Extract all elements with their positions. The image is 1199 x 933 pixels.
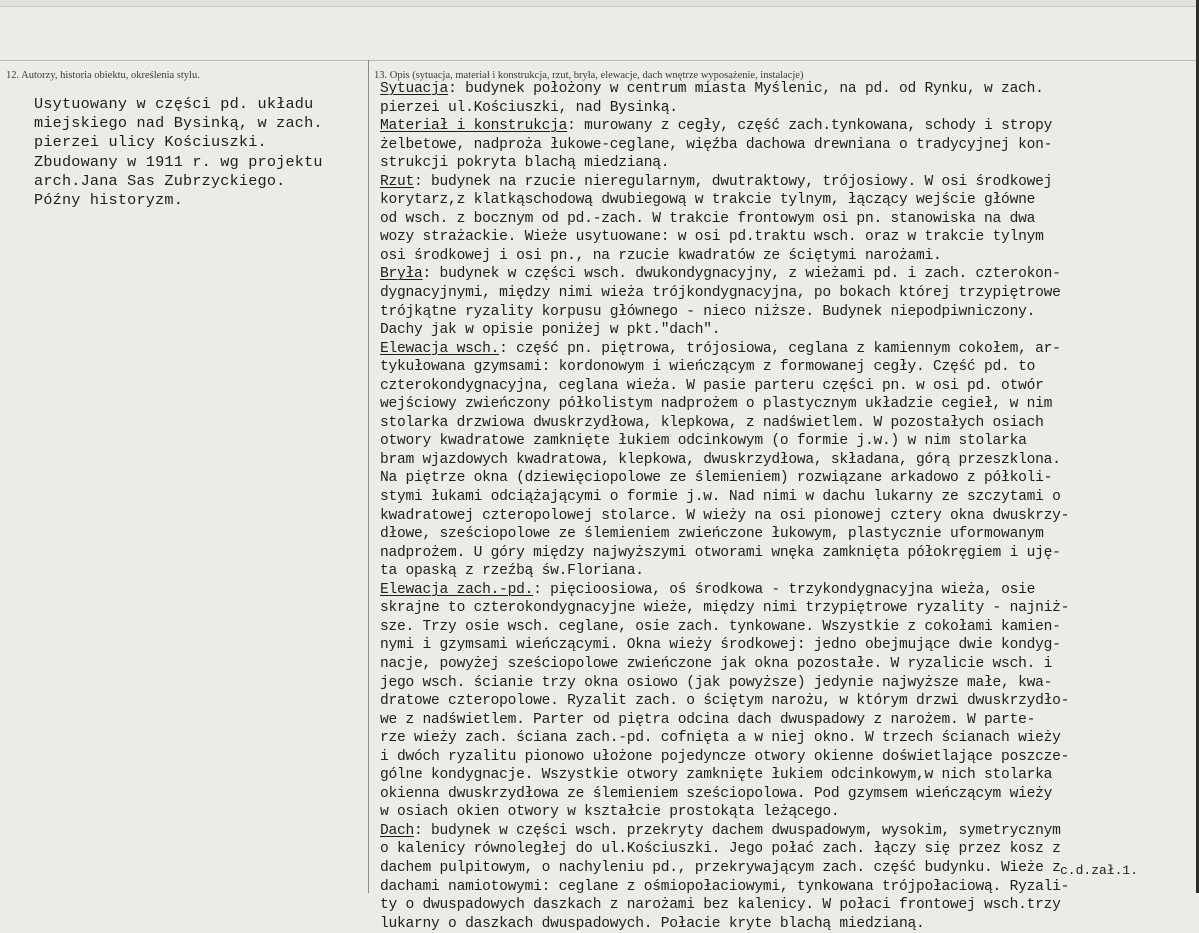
left-text-line: pierzei ulicy Kościuszki. — [34, 133, 267, 152]
description-line — [380, 451, 1195, 470]
authors-history-text — [34, 95, 364, 210]
description-text-run: dachem pulpitowym, o nachyleniu pd., przekrywającym zach. część budynku. Wieże z — [380, 859, 1061, 876]
description-line — [380, 173, 1195, 192]
description-text-run: jego wsch. ścianie trzy okna osiowo (jak powyższe) jedynie najwyższe małe, kwa- — [380, 674, 1053, 691]
description-text-run: dygnacyjnymi, między nimi wieża trójkondygnacyjna, po bokach której trzypiętrowe — [380, 285, 1061, 302]
description-line — [380, 729, 1195, 748]
description-text-run: i dwóch ryzalitu pionowo ułożone pojedyncze otwory okienne doświetlające poszcze- — [380, 748, 1070, 765]
description-text — [380, 80, 1195, 933]
description-text-run: czterokondygnacyjna, ceglana wieża. W pasie parteru części pn. w osi pd. otwór — [380, 377, 1044, 394]
description-text-run: kwadratowej czteropolowej stolarce. W wieży na osi pionowej cztery okna dwuskrzy- — [380, 507, 1070, 524]
description-line — [380, 191, 1195, 210]
description-line — [380, 395, 1195, 414]
section-heading: Rzut — [380, 173, 415, 190]
description-line — [380, 136, 1195, 155]
description-text-run: : budynek w części wsch. dwukondygnacyjny, z wieżami pd. i zach. czterokon- — [422, 266, 1061, 283]
description-line — [380, 785, 1195, 804]
description-text-run: od wsch. z bocznym od pd.-zach. W trakcie frontowym osi pn. stanowiska na dwa — [380, 210, 1036, 227]
description-line — [380, 581, 1195, 600]
description-line — [380, 896, 1195, 915]
description-line — [380, 303, 1195, 322]
description-line — [380, 507, 1195, 526]
description-line — [380, 377, 1195, 396]
description-line — [380, 284, 1195, 303]
description-text-run: pierzei ul.Kościuszki, nad Bysinką. — [380, 99, 678, 116]
left-text-line: Usytuowany w części pd. układu — [34, 95, 314, 113]
description-line — [380, 247, 1195, 266]
description-text-run: skrajne to czterokondygnacyjne wieże, między nimi trzypiętrowe ryzality - najniż- — [380, 600, 1070, 617]
description-text-run: strukcji pokryta blachą miedzianą. — [380, 155, 670, 172]
description-line — [380, 599, 1195, 618]
description-line — [380, 358, 1195, 377]
description-text-run: : budynek na rzucie nieregularnym, dwutraktowy, trójosiowy. W osi środkowej — [414, 173, 1053, 190]
left-text-line: Późny historyzm. — [34, 190, 184, 209]
description-text-run: we z nadświetlem. Parter od piętra odcina dach dwuspadowy z narożem. W parte- — [380, 711, 1036, 728]
left-text-line: arch.Jana Sas Zubrzyckiego. — [34, 171, 286, 190]
paper-top-edge — [0, 0, 1199, 7]
description-line — [380, 80, 1195, 99]
description-line — [380, 822, 1195, 841]
description-line — [380, 414, 1195, 433]
description-text-run: trójkątne ryzality korpusu głównego - nieco niższe. Budynek niepodpiwniczony. — [380, 303, 1036, 320]
description-line — [380, 265, 1195, 284]
description-line — [380, 99, 1195, 118]
description-text-run: rze wieży zach. ściana zach.-pd. cofnięta a w niej okno. W trzech ścianach wieży — [380, 730, 1061, 747]
description-text-run: gólne kondygnacje. Wszystkie otwory zamknięte łukiem odcinkowym,w nich stolarka — [380, 767, 1053, 784]
description-text-run: o kalenicy równoległej do ul.Kościuszki. Jego połać zach. łączy się przez kosz z — [380, 841, 1061, 858]
description-text-run: tykułowana gzymsami: kordonowym i wieńczącym z formowanej cegły. Część pd. to — [380, 359, 1036, 376]
section-heading: Sytuacja — [380, 81, 449, 97]
description-text-run: nadprożem. U góry między najwyższymi otworami wnęka zamknięta półokręgiem i uję- — [380, 544, 1061, 561]
description-text-run: : budynek w części wsch. przekryty dachem dwuspadowym, wysokim, symetrycznym — [414, 822, 1061, 839]
description-line — [380, 878, 1195, 897]
form-header-rule — [0, 60, 1199, 61]
column-divider — [368, 60, 369, 893]
description-text-run: nacje, powyżej sześciopolowe zwieńczone jak okna pozostałe. W ryzalicie wsch. i — [380, 655, 1053, 672]
description-line — [380, 692, 1195, 711]
description-line — [380, 711, 1195, 730]
description-text-run: ty o dwuspadowych daszkach z narożami bez kalenicy. W połaci frontowej wsch.trzy — [380, 897, 1061, 914]
description-text-run: wejściowy zwieńczony półkolistym nadprożem o plastycznym układzie cegieł, w nim — [380, 396, 1053, 413]
description-text-run: : murowany z cegły, część zach.tynkowana, schody i stropy — [567, 118, 1053, 135]
section-heading: Materiał i konstrukcja — [380, 118, 568, 135]
description-line — [380, 618, 1195, 637]
description-text-run: osi środkowej i osi pn., na rzucie kwadratów ze ściętymi narożami. — [380, 247, 942, 264]
description-line — [380, 636, 1195, 655]
description-text-run: : część pn. piętrowa, trójosiowa, ceglana z kamiennym cokołem, ar- — [499, 340, 1061, 357]
description-line — [380, 228, 1195, 247]
description-line — [380, 803, 1195, 822]
description-text-run: stymi łukami odciążającymi o formie j.w. Nad nimi w dachu lukarny ze szczytami o — [380, 489, 1061, 506]
section-heading: Elewacja wsch. — [380, 340, 500, 357]
description-text-run: stolarka drzwiowa dwuskrzydłowa, klepkowa, z nadświetlem. W pozostałych osiach — [380, 414, 1044, 431]
description-line — [380, 117, 1195, 136]
description-line — [380, 321, 1195, 340]
description-text-run: dachami namiotowymi: ceglane z ośmiopołaciowymi, tynkowana trójpołaciową. Ryzali- — [380, 878, 1070, 895]
description-line — [380, 544, 1195, 563]
continuation-note: c.d.zał.1. — [1060, 863, 1139, 878]
description-line — [380, 210, 1195, 229]
description-text-run: korytarz,z klatkąschodową dwubiegową w trakcie tylnym, łączący wejście główne — [380, 192, 1036, 209]
description-text-run: żelbetowe, nadproża łukowe-ceglane, więźba dachowa drewniana o tradycyjnej kon- — [380, 136, 1053, 153]
left-text-line: Zbudowany w 1911 r. wg projektu — [34, 152, 323, 171]
description-text-run: bram wjazdowych kwadratowa, klepkowa, dwuskrzydłowa, składana, górą przeszklona. — [380, 451, 1061, 468]
description-text-run: dratowe czteropolowe. Ryzalit zach. o ściętym narożu, w którym drzwi dwuskrzydło- — [380, 693, 1070, 710]
section-heading: Elewacja zach.-pd. — [380, 581, 534, 598]
description-text-run: dłowe, sześciopolowe ze ślemieniem zwieńczone łukowym, plastycznie uformowanym — [380, 526, 1044, 543]
description-line — [380, 432, 1195, 451]
description-line — [380, 340, 1195, 359]
left-text-line: miejskiego nad Bysinką, w zach. — [34, 114, 323, 133]
description-line — [380, 154, 1195, 173]
description-line — [380, 915, 1195, 933]
description-text-run: wozy strażackie. Wieże usytuowane: w osi pd.traktu wsch. oraz w trakcie tylnym — [380, 229, 1044, 246]
section-heading: Dach — [380, 822, 415, 839]
description-text-run: lukarny o daszkach dwuspadowych. Połacie kryte blachą miedzianą. — [380, 915, 925, 932]
description-line — [380, 748, 1195, 767]
description-text-run: Na piętrze okna (dziewięciopolowe ze ślemieniem) rozwiązane arkadowo z półkoli- — [380, 470, 1053, 487]
description-text-run: nymi i gzymsami wieńczącymi. Okna wieży środkowej: jedno obejmujące dwie kondyg- — [380, 637, 1061, 654]
description-line — [380, 674, 1195, 693]
description-text-run: otwory kwadratowe zamknięte łukiem odcinkowym (o formie j.w.) w nim stolarka — [380, 433, 1027, 450]
description-text-run: ta opaską z rzeźbą św.Floriana. — [380, 563, 644, 580]
field-13-label: 13. Opis (sytuacja, materiał i konstrukcja, rzut, bryła, elewacje, dach wnętrze wyposażenie, instalacje) — [374, 70, 804, 81]
description-text-run: : pięcioosiowa, oś środkowa - trzykondygnacyjna wieża, osie — [533, 581, 1036, 598]
description-line — [380, 655, 1195, 674]
description-text-run: okienna dwuskrzydłowa ze ślemieniem sześciopolowa. Pod gzymsem wieńczącym wieży — [380, 785, 1053, 802]
description-line — [380, 469, 1195, 488]
description-line — [380, 840, 1195, 859]
description-text-run: w osiach okien otwory w kształcie prostokąta leżącego. — [380, 804, 840, 821]
description-line — [380, 488, 1195, 507]
field-12-label: 12. Autorzy, historia obiektu, określenia stylu. — [6, 70, 200, 81]
description-text-run: sze. Trzy osie wsch. ceglane, osie zach. tynkowane. Wszystkie z cokołami kamien- — [380, 618, 1061, 635]
description-line — [380, 525, 1195, 544]
description-text-run: Dachy jak w opisie poniżej w pkt."dach". — [380, 322, 721, 339]
description-text-run: : budynek położony w centrum miasta Myślenic, na pd. od Rynku, w zach. — [448, 81, 1044, 97]
section-heading: Bryła — [380, 266, 423, 283]
description-line — [380, 562, 1195, 581]
description-line — [380, 766, 1195, 785]
